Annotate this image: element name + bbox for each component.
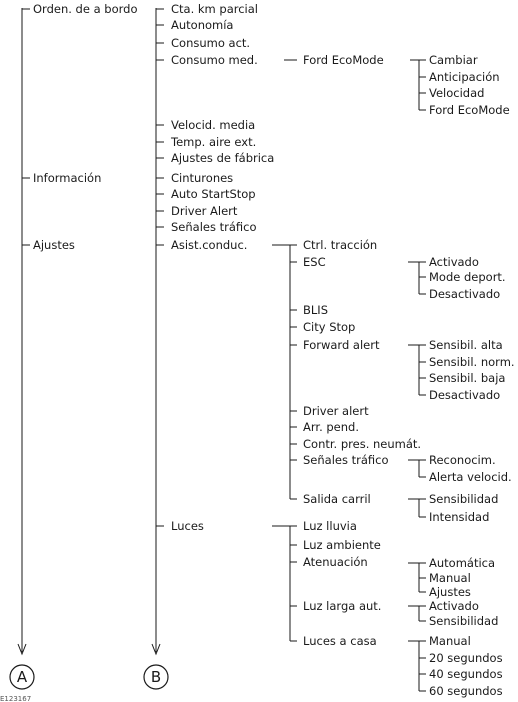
item-consumo-med: Consumo med. xyxy=(171,53,258,67)
item-casa-40s: 40 segundos xyxy=(429,667,503,681)
item-esc-mode-deport: Mode deport. xyxy=(429,270,506,284)
menu-orden-de-a-bordo: Orden. de a bordo xyxy=(33,2,138,16)
item-atenuacion-automatica: Automática xyxy=(429,556,496,570)
connector-b-label: B xyxy=(150,668,162,686)
item-sensibil-norm: Sensibil. norm. xyxy=(429,355,515,369)
item-velocidad: Velocidad xyxy=(429,86,485,100)
item-salida-sensibilidad: Sensibilidad xyxy=(429,492,499,506)
item-cinturones: Cinturones xyxy=(171,171,234,185)
item-esc: ESC xyxy=(303,255,326,269)
item-asist-conduc: Asist.conduc. xyxy=(171,238,248,252)
item-autonomia: Autonomía xyxy=(171,18,234,32)
menu-informacion: Información xyxy=(33,171,102,185)
item-salida-intensidad: Intensidad xyxy=(429,510,490,524)
connector-a-label: A xyxy=(16,668,28,686)
item-ford-ecomode-option: Ford EcoMode xyxy=(429,103,510,117)
item-driver-alert: Driver Alert xyxy=(171,204,238,218)
item-casa-manual: Manual xyxy=(429,634,471,648)
item-temp-aire-ext: Temp. aire ext. xyxy=(171,135,257,149)
item-esc-desactivado: Desactivado xyxy=(429,287,501,301)
item-luz-lluvia: Luz lluvia xyxy=(303,519,357,533)
item-ctrl-traccion: Ctrl. tracción xyxy=(303,238,378,252)
item-sensibil-baja: Sensibil. baja xyxy=(429,371,506,385)
item-blis: BLIS xyxy=(303,303,328,317)
item-atenuacion-ajustes: Ajustes xyxy=(429,585,471,599)
item-driver-alert-2: Driver alert xyxy=(303,404,369,418)
item-forward-desactivado: Desactivado xyxy=(429,388,501,402)
item-reconocim: Reconocim. xyxy=(429,453,496,467)
item-esc-activado: Activado xyxy=(429,255,479,269)
item-city-stop: City Stop xyxy=(303,320,356,334)
item-casa-60s: 60 segundos xyxy=(429,684,503,698)
item-luces-a-casa: Luces a casa xyxy=(303,634,377,648)
item-forward-alert: Forward alert xyxy=(303,338,380,352)
item-atenuacion: Atenuación xyxy=(303,555,368,569)
item-alerta-velocid: Alerta velocid. xyxy=(429,470,512,484)
item-casa-20s: 20 segundos xyxy=(429,651,503,665)
item-luz-larga-aut: Luz larga aut. xyxy=(303,599,382,613)
item-luz-ambiente: Luz ambiente xyxy=(303,538,381,552)
item-salida-carril: Salida carril xyxy=(303,492,371,506)
figure-reference: E123167 xyxy=(0,695,32,702)
item-ajustes-de-fabrica: Ajustes de fábrica xyxy=(171,151,275,165)
menu-ajustes: Ajustes xyxy=(33,238,75,252)
item-contr-pres-neumat: Contr. pres. neumát. xyxy=(303,437,422,451)
item-velocid-media: Velocid. media xyxy=(171,118,256,132)
item-auto-startstop: Auto StartStop xyxy=(171,187,256,201)
item-anticipacion: Anticipación xyxy=(429,70,500,84)
item-ford-ecomode: Ford EcoMode xyxy=(303,53,384,67)
item-sensibil-alta: Sensibil. alta xyxy=(429,338,503,352)
item-atenuacion-manual: Manual xyxy=(429,571,471,585)
item-luz-larga-activado: Activado xyxy=(429,599,479,613)
item-cta-km-parcial: Cta. km parcial xyxy=(171,2,258,16)
item-senales-trafico: Señales tráfico xyxy=(171,220,257,234)
item-senales-trafico-2: Señales tráfico xyxy=(303,453,389,467)
item-arr-pend: Arr. pend. xyxy=(303,420,359,434)
item-luz-larga-sensibilidad: Sensibilidad xyxy=(429,614,499,628)
item-consumo-act: Consumo act. xyxy=(171,36,251,50)
item-cambiar: Cambiar xyxy=(429,53,478,67)
item-luces: Luces xyxy=(171,519,204,533)
